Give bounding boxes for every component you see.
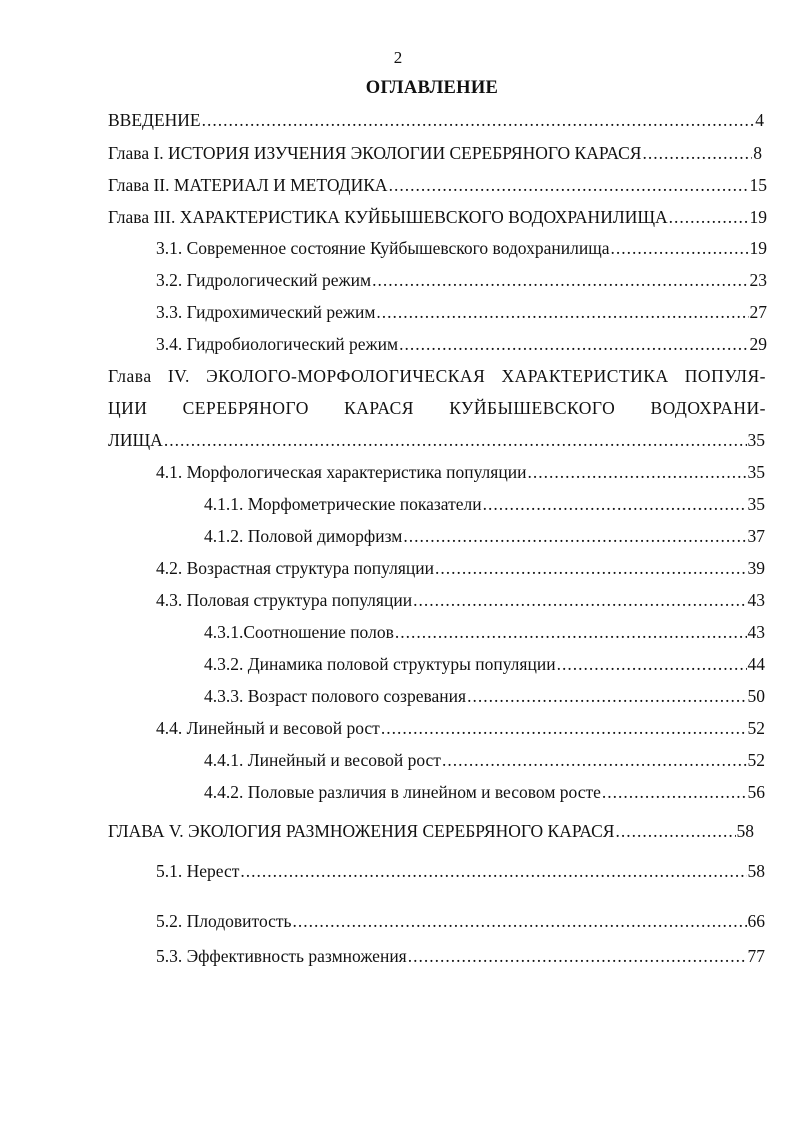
- toc-leader-dots: [642, 143, 752, 164]
- toc-entry-page: 8: [753, 143, 762, 163]
- toc-word: ПОПУЛЯ-: [684, 366, 766, 386]
- toc-entry-3-4[interactable]: [156, 334, 767, 360]
- toc-entry-4-3[interactable]: [156, 590, 765, 616]
- toc-entry-label: 3.4. Гидробиологический режим: [156, 334, 399, 354]
- toc-entry-page: 37: [747, 526, 765, 546]
- toc-word: СЕРЕБРЯНОГО: [182, 398, 309, 418]
- toc-entry-page: 43: [747, 622, 765, 642]
- toc-entry-page: 23: [749, 270, 767, 290]
- toc-entry-page: 19: [749, 238, 767, 258]
- toc-entry-page: 35: [747, 494, 765, 514]
- toc-leader-dots: [164, 430, 747, 451]
- toc-entry-4-4-2[interactable]: [204, 782, 765, 808]
- toc-word: КАРАСЯ: [344, 398, 414, 418]
- toc-entry-page: 27: [749, 302, 767, 322]
- toc-entry-page: 35: [747, 430, 765, 450]
- toc-entry-label: 4.4.1. Линейный и весовой рост: [204, 750, 441, 770]
- toc-word: ВОДОХРАНИ-: [650, 398, 766, 418]
- toc-leader-dots: [610, 238, 748, 259]
- toc-entry-introduction[interactable]: [108, 110, 764, 136]
- toc-entry-page: 39: [747, 558, 765, 578]
- toc-entry-page: 44: [747, 654, 765, 674]
- toc-title: ОГЛАВЛЕНИЕ: [365, 78, 499, 98]
- toc-entry-page: 35: [747, 462, 765, 482]
- toc-entry-label: 4.2. Возрастная структура популяции: [156, 558, 435, 578]
- toc-leader-dots: [602, 782, 747, 803]
- toc-entry-4-3-1[interactable]: [204, 622, 765, 648]
- toc-entry-4-1-2[interactable]: [204, 526, 765, 552]
- toc-leader-dots: [376, 302, 748, 323]
- toc-word: Глава: [108, 366, 152, 386]
- toc-entry-5-2[interactable]: [156, 911, 765, 937]
- toc-entry-page: 43: [747, 590, 765, 610]
- toc-entry-chapter-2[interactable]: [108, 175, 767, 201]
- toc-entry-label: 3.1. Современное состояние Куйбышевского водохранилища: [156, 238, 610, 258]
- toc-leader-dots: [442, 750, 747, 771]
- toc-entry-page: 56: [747, 782, 765, 802]
- toc-entry-4-4[interactable]: [156, 718, 765, 744]
- toc-entry-label: 3.3. Гидрохимический режим: [156, 302, 376, 322]
- toc-entry-chapter-5[interactable]: [108, 821, 754, 847]
- toc-entry-label: ВВЕДЕНИЕ: [108, 110, 201, 130]
- toc-leader-dots: [669, 207, 749, 228]
- toc-entry-chapter-3[interactable]: [108, 207, 767, 233]
- toc-leader-dots: [435, 558, 746, 579]
- toc-entry-label: Глава I. ИСТОРИЯ ИЗУЧЕНИЯ ЭКОЛОГИИ СЕРЕБРЯНОГО КАРАСЯ: [108, 143, 642, 163]
- toc-entry-page: 29: [749, 334, 767, 354]
- toc-entry-label: 4.1.2. Половой диморфизм: [204, 526, 403, 546]
- toc-entry-label: Глава III. ХАРАКТЕРИСТИКА КУЙБЫШЕВСКОГО ВОДОХРАНИЛИЩА: [108, 207, 668, 227]
- toc-entry-label: 4.3.1.Соотношение полов: [204, 622, 394, 642]
- toc-leader-dots: [293, 911, 747, 932]
- toc-entry-page: 15: [749, 175, 767, 195]
- toc-leader-dots: [372, 270, 748, 291]
- toc-leader-dots: [615, 821, 735, 842]
- toc-entry-chapter-4-line-1[interactable]: [108, 366, 766, 392]
- toc-entry-page: 52: [747, 750, 765, 770]
- toc-entry-4-1-1[interactable]: [204, 494, 765, 520]
- toc-leader-dots: [202, 110, 755, 131]
- toc-entry-label: 4.1.1. Морфометрические показатели: [204, 494, 482, 514]
- toc-entry-label: 4.4. Линейный и весовой рост: [156, 718, 380, 738]
- toc-entry-label: ГЛАВА V. ЭКОЛОГИЯ РАЗМНОЖЕНИЯ СЕРЕБРЯНОГО КАРАСЯ: [108, 821, 615, 841]
- toc-entry-4-1[interactable]: [156, 462, 765, 488]
- toc-entry-label: 5.1. Нерест: [156, 861, 240, 881]
- toc-entry-chapter-1[interactable]: [108, 143, 762, 169]
- toc-entry-page: 50: [747, 686, 765, 706]
- toc-entry-label: 5.3. Эффективность размножения: [156, 946, 407, 966]
- toc-leader-dots: [395, 622, 747, 643]
- toc-entry-page: 19: [749, 207, 767, 227]
- toc-entry-page: 58: [736, 821, 754, 841]
- toc-entry-chapter-4-line-2[interactable]: [108, 398, 766, 424]
- toc-entry-label: 4.3. Половая структура популяции: [156, 590, 413, 610]
- toc-entry-label: 4.4.2. Половые различия в линейном и весовом росте: [204, 782, 601, 802]
- toc-word: КУЙБЫШЕВСКОГО: [449, 398, 616, 418]
- toc-entry-page: 4: [755, 110, 764, 130]
- toc-entry-label: 5.2. Плодовитость: [156, 911, 292, 931]
- toc-leader-dots: [381, 718, 747, 739]
- toc-leader-dots: [557, 654, 747, 675]
- toc-leader-dots: [399, 334, 748, 355]
- toc-leader-dots: [389, 175, 749, 196]
- toc-entry-chapter-4-line-3[interactable]: [108, 430, 765, 456]
- toc-entry-page: 77: [747, 946, 765, 966]
- toc-entry-4-3-2[interactable]: [204, 654, 765, 680]
- toc-entry-label: 3.2. Гидрологический режим: [156, 270, 372, 290]
- toc-leader-dots: [413, 590, 746, 611]
- toc-entry-label: 4.3.2. Динамика половой структуры популяции: [204, 654, 556, 674]
- toc-entry-4-2[interactable]: [156, 558, 765, 584]
- toc-entry-page: 52: [747, 718, 765, 738]
- toc-word: IV.: [167, 366, 190, 386]
- toc-entry-page: 66: [747, 911, 765, 931]
- toc-leader-dots: [408, 946, 747, 967]
- toc-entry-4-3-3[interactable]: [204, 686, 765, 712]
- toc-entry-5-3[interactable]: [156, 946, 765, 972]
- toc-entry-3-1[interactable]: [156, 238, 767, 264]
- toc-leader-dots: [527, 462, 746, 483]
- toc-entry-label: Глава II. МАТЕРИАЛ И МЕТОДИКА: [108, 175, 388, 195]
- toc-entry-4-4-1[interactable]: [204, 750, 765, 776]
- toc-entry-5-1[interactable]: [156, 861, 765, 887]
- toc-entry-page: 58: [747, 861, 765, 881]
- toc-entry-label: 4.3.3. Возраст полового созревания: [204, 686, 467, 706]
- toc-entry-3-3[interactable]: [156, 302, 767, 328]
- toc-word: ЦИИ: [108, 398, 148, 418]
- toc-leader-dots: [240, 861, 746, 882]
- toc-word: ЭКОЛОГО-МОРФОЛОГИЧЕСКАЯ: [206, 366, 486, 386]
- toc-entry-label: ЛИЩА: [108, 430, 163, 450]
- toc-entry-label: 4.1. Морфологическая характеристика популяции: [156, 462, 527, 482]
- page-number: 2: [393, 48, 403, 67]
- toc-word: ХАРАКТЕРИСТИКА: [501, 366, 669, 386]
- toc-entry-3-2[interactable]: [156, 270, 767, 296]
- toc-leader-dots: [403, 526, 746, 547]
- toc-leader-dots: [483, 494, 747, 515]
- toc-leader-dots: [467, 686, 746, 707]
